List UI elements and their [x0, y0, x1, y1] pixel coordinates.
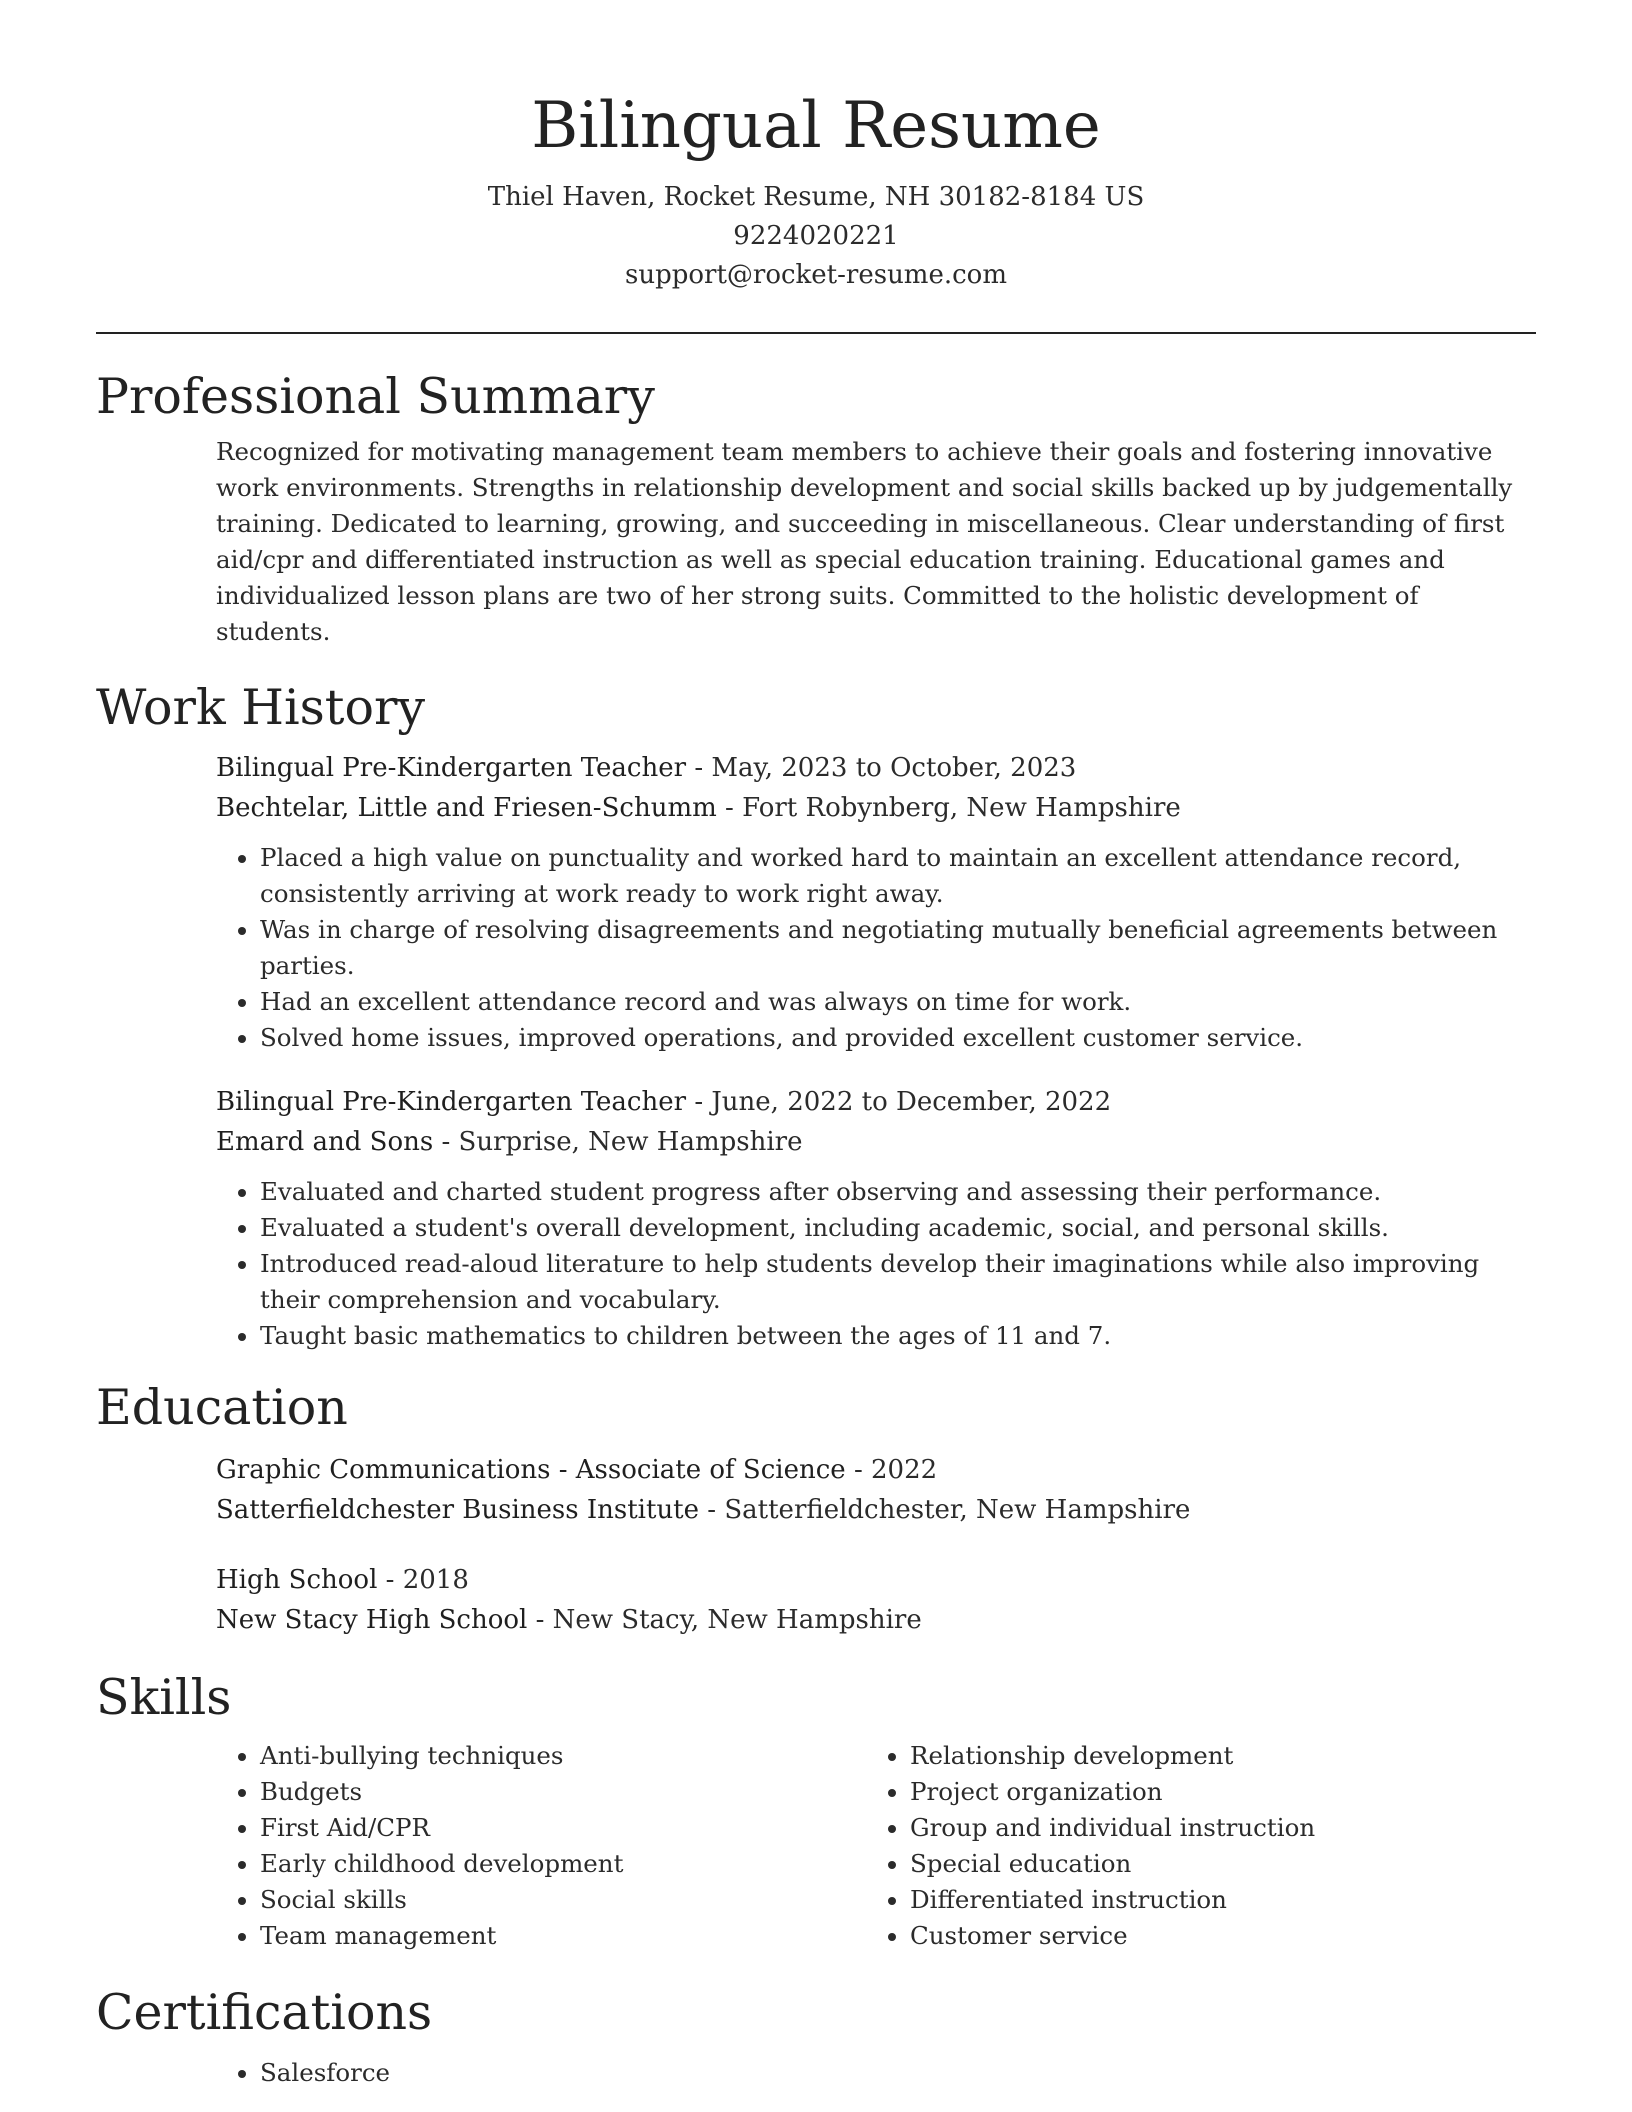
- header-divider: [96, 332, 1536, 334]
- certifications-list: [216, 2055, 1536, 2091]
- education-entry: [216, 1560, 1536, 1640]
- school-name: Satterfieldchester Business Institute: [216, 1495, 700, 1525]
- graduation-year: - 2022: [845, 1455, 938, 1485]
- work-history-section: [96, 678, 1536, 1354]
- school-line: [216, 1600, 1536, 1640]
- list-item: • Solved home issues, improved operations, and provided excellent customer service.: [260, 1020, 1536, 1056]
- degree: Graphic Communications - Associate of Science: [216, 1455, 846, 1485]
- list-item: • Customer service: [910, 1918, 1516, 1954]
- list-item: • Early childhood development: [260, 1846, 866, 1882]
- skills-grid: [216, 1738, 1536, 1954]
- list-item: • Special education: [910, 1846, 1516, 1882]
- list-item: • Budgets: [260, 1774, 866, 1810]
- education-heading: Education: [96, 1379, 348, 1436]
- degree-line: [216, 1560, 1536, 1600]
- job-entry: [216, 1082, 1536, 1354]
- list-item: • Evaluated a student's overall development, including academic, social, and personal skills.: [260, 1210, 1536, 1246]
- list-item: • Evaluated and charted student progress after observing and assessing their performance.: [260, 1174, 1536, 1210]
- certifications-heading: Certifications: [96, 1984, 433, 2041]
- skills-column-right: [866, 1738, 1516, 1954]
- list-item: • Had an excellent attendance record and was always on time for work.: [260, 984, 1536, 1020]
- skills-heading: Skills: [96, 1669, 232, 1726]
- list-item: • Introduced read-aloud literature to help students develop their imaginations while also improving their comprehension and vocabulary.: [260, 1246, 1536, 1318]
- summary-text: Recognized for motivating management team members to achieve their goals and fostering innovative work environments. Strengths in relationship development and social skills backed up by judgementally training. Dedicated to learning, growing, and succeeding in miscellaneous. Clear understanding of first aid/cpr and differentiated instruction as well as special education training. Educational games and individualized lesson plans are two of her strong suits. Committed to the holistic development of students.: [216, 437, 1513, 646]
- school-line: [216, 1490, 1536, 1530]
- job-entry: [216, 748, 1536, 1056]
- list-item: • Group and individual instruction: [910, 1810, 1516, 1846]
- list-item: • Project organization: [910, 1774, 1516, 1810]
- list-item: • Taught basic mathematics to children between the ages of 11 and 7.: [260, 1318, 1536, 1354]
- job-title-line: [216, 1082, 1536, 1122]
- job-location: - Surprise, New Hampshire: [433, 1127, 803, 1157]
- skills-list: [216, 1738, 866, 1954]
- job-title: Bilingual Pre-Kindergarten Teacher: [216, 1087, 687, 1117]
- school-location: - Satterfieldchester, New Hampshire: [699, 1495, 1191, 1525]
- skills-section: [96, 1668, 1536, 1954]
- contact-address: Thiel Haven, Rocket Resume, NH 30182-8184 US: [487, 182, 1145, 212]
- job-duties-list: [216, 1174, 1536, 1354]
- list-item: • Differentiated instruction: [910, 1882, 1516, 1918]
- list-item: • Anti-bullying techniques: [260, 1738, 866, 1774]
- education-entry: [216, 1450, 1536, 1530]
- list-item: • Salesforce: [260, 2055, 1536, 2091]
- summary-section: [96, 367, 1536, 650]
- list-item: • Relationship development: [910, 1738, 1516, 1774]
- summary-heading: Professional Summary: [96, 368, 655, 425]
- contact-phone: 9224020221: [733, 221, 899, 251]
- list-item: • Social skills: [260, 1882, 866, 1918]
- education-section: [96, 1378, 1536, 1640]
- degree: High School: [216, 1565, 378, 1595]
- job-title-line: [216, 748, 1536, 788]
- job-company-line: [216, 788, 1536, 828]
- job-location: - Fort Robynberg, New Hampshire: [716, 793, 1181, 823]
- list-item: • First Aid/CPR: [260, 1810, 866, 1846]
- list-item: • Was in charge of resolving disagreements and negotiating mutually beneficial agreements between parties.: [260, 912, 1536, 984]
- list-item: • Team management: [260, 1918, 866, 1954]
- job-duties-list: [216, 840, 1536, 1056]
- school-location: - New Stacy, New Hampshire: [527, 1605, 922, 1635]
- degree-line: [216, 1450, 1536, 1490]
- certifications-section: [96, 1983, 1536, 2091]
- work-history-heading: Work History: [96, 679, 426, 736]
- job-dates: - June, 2022 to December, 2022: [686, 1087, 1112, 1117]
- graduation-year: - 2018: [377, 1565, 469, 1595]
- job-company-line: [216, 1122, 1536, 1162]
- job-title: Bilingual Pre-Kindergarten Teacher: [216, 753, 687, 783]
- contact-email: support@rocket-resume.com: [624, 260, 1007, 290]
- resume-title: Bilingual Resume: [531, 89, 1101, 163]
- job-company: Bechtelar, Little and Friesen-Schumm: [216, 793, 717, 823]
- skills-column-left: [216, 1738, 866, 1954]
- school-name: New Stacy High School: [216, 1605, 528, 1635]
- resume-header: [96, 0, 1536, 295]
- list-item: • Placed a high value on punctuality and worked hard to maintain an excellent attendance record, consistently arriving at work ready to work right away.: [260, 840, 1536, 912]
- job-dates: - May, 2023 to October, 2023: [686, 753, 1077, 783]
- job-company: Emard and Sons: [216, 1127, 434, 1157]
- skills-list: [866, 1738, 1516, 1954]
